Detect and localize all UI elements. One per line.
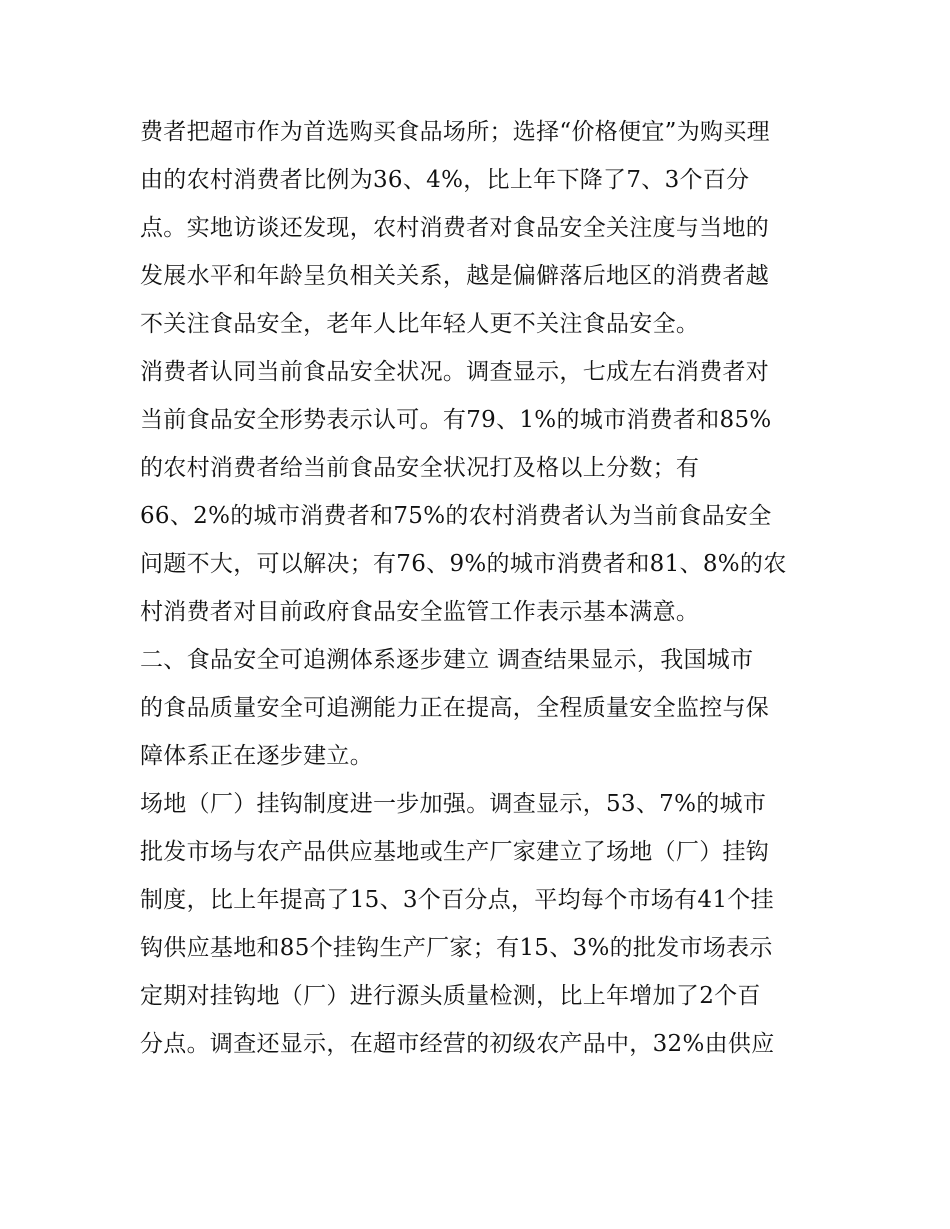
text-line: 的食品质量安全可追溯能力正在提高，全程质量安全监控与保: [140, 695, 770, 721]
text-line: 的农村消费者给当前食品安全状况打及格以上分数；有: [140, 455, 700, 481]
text-line: 点。实地访谈还发现，农村消费者对食品安全关注度与当地的: [140, 215, 770, 241]
text-line: 村消费者对目前政府食品安全监管工作表示基本满意。: [140, 599, 700, 625]
text-line: 障体系正在逐步建立。: [140, 743, 373, 769]
text-line: 定期对挂钩地（厂）进行源头质量检测，比上年增加了2个百: [140, 983, 761, 1009]
text-line: 由的农村消费者比例为36、4%，比上年下降了7、3个百分: [140, 167, 750, 193]
text-line: 当前食品安全形势表示认可。有79、1%的城市消费者和85%: [140, 407, 772, 433]
body-text: [140, 108, 820, 1068]
text-line: 制度，比上年提高了15、3个百分点，平均每个市场有41个挂: [140, 887, 774, 913]
text-line: 费者把超市作为首选购买食品场所；选择“价格便宜”为购买理: [140, 119, 770, 145]
text-line: 66、2%的城市消费者和75%的农村消费者认为当前食品安全: [140, 503, 772, 529]
text-line: 消费者认同当前食品安全状况。调查显示，七成左右消费者对: [140, 359, 770, 385]
text-line: 场地（厂）挂钩制度进一步加强。调查显示，53、7%的城市: [140, 791, 767, 817]
text-line: 问题不大，可以解决；有76、9%的城市消费者和81、8%的农: [140, 551, 787, 577]
text-line: 分点。调查还显示，在超市经营的初级农产品中，32%由供应: [140, 1031, 775, 1057]
text-line: 二、食品安全可追溯体系逐步建立 调查结果显示，我国城市: [140, 647, 754, 673]
text-line: 发展水平和年龄呈负相关关系，越是偏僻落后地区的消费者越: [140, 263, 770, 289]
text-line: 批发市场与农产品供应基地或生产厂家建立了场地（厂）挂钩: [140, 839, 770, 865]
text-line: 钩供应基地和85个挂钩生产厂家；有15、3%的批发市场表示: [140, 935, 773, 961]
text-line: 不关注食品安全，老年人比年轻人更不关注食品安全。: [140, 311, 700, 337]
